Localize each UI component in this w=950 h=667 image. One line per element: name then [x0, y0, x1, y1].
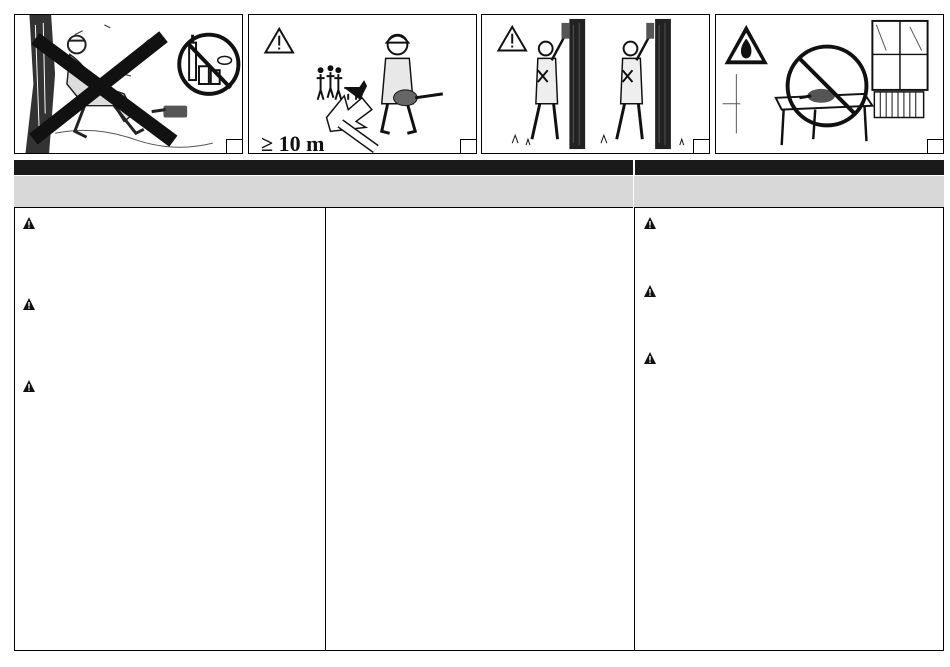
section-subheader-band: [14, 176, 944, 208]
warning-icon: [643, 351, 657, 365]
section-header-bar: [14, 160, 944, 175]
warning-icon: [22, 216, 36, 230]
warning-icon: [22, 379, 36, 393]
subheader-divider: [633, 176, 634, 208]
figure-number-box: [693, 139, 709, 153]
figure-no-overhead-cutting-illustration: [482, 15, 709, 153]
figure-fire-hazard-illustration: [716, 15, 943, 153]
column-divider-right: [634, 208, 635, 651]
warning-icon: [22, 297, 36, 311]
warning-icon: [643, 284, 657, 298]
figure-no-overhead-cutting: [481, 14, 710, 154]
figure-number-box: [460, 139, 476, 153]
figure-number-box: [226, 139, 242, 153]
figure-fire-hazard: [715, 14, 944, 154]
figure-safety-distance: [248, 14, 477, 154]
section-header-divider: [633, 160, 635, 175]
figure-number-box: [927, 139, 943, 153]
text-columns-frame: [14, 208, 944, 651]
column-divider-left: [325, 208, 326, 651]
figure-no-alcohol: [14, 14, 243, 154]
figure-no-alcohol-illustration: [15, 15, 242, 153]
safety-distance-label: ≥ 10 m: [261, 131, 325, 154]
warning-icon: [643, 216, 657, 230]
